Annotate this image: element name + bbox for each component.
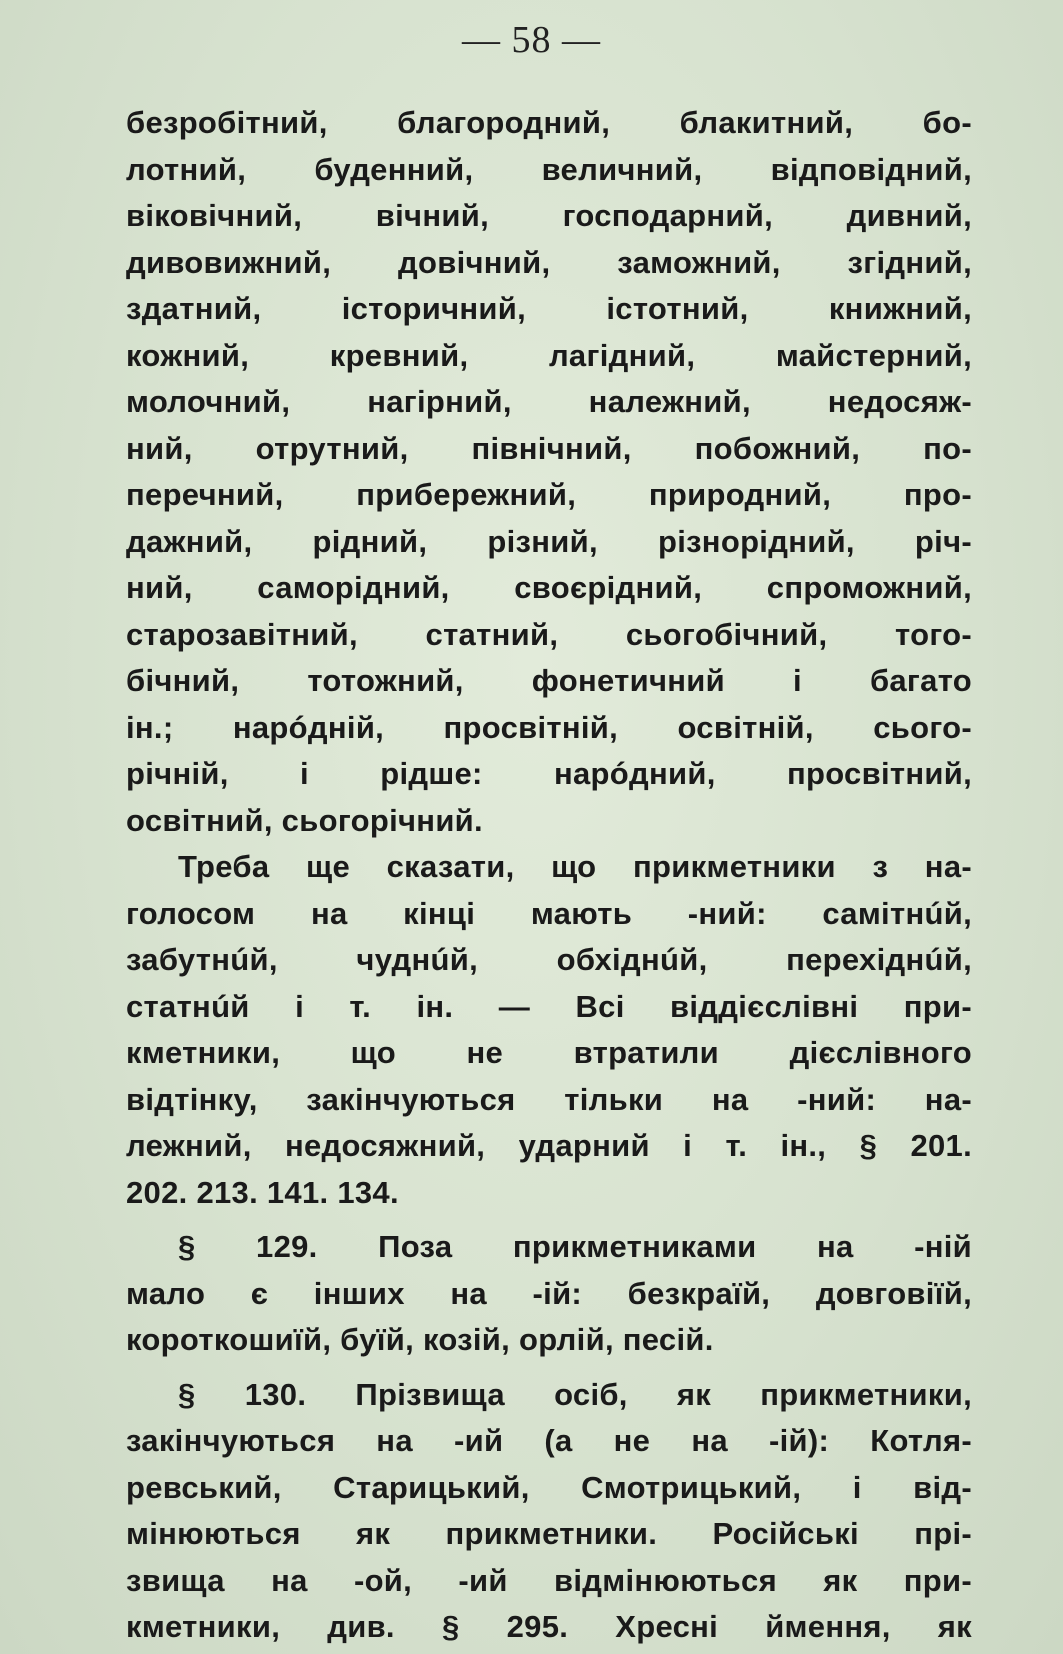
text-line: освітний, сьогорічний. [126,802,483,838]
paragraph-gap [126,1364,972,1372]
text-body [126,100,972,1651]
text-line: кметники, що не втратили дієслівного [126,1035,972,1070]
text-line: Треба ще сказати, що прикметники з на- [178,849,972,884]
text-line: кметники, див. § 295. Хресні ймення, як [126,1609,972,1644]
paragraph-section-129 [126,1224,972,1364]
text-line: закінчуються на -ий (а не на -ій): Котля- [126,1423,972,1458]
text-line: ний, саморідний, своєрідний, спроможний, [126,570,972,605]
text-line: мінюються як прикметники. Російські прі- [126,1516,972,1551]
text-line: § 130. Прізвища осіб, як прикметники, [178,1376,972,1412]
text-line: лежний, недосяжний, ударний і т. ін., § 201. [126,1128,972,1163]
text-line: ний, отрутний, північний, побожний, по- [126,430,972,466]
text-line: дажний, рідний, різний, різнорідний, річ- [126,523,972,559]
text-line: кожний, кревний, лагідний, майстерний, [126,337,972,373]
text-line: статнúй і т. ін. — Всі віддієслівні при- [126,988,972,1024]
page-number: — 58 — [462,19,601,61]
text-line: мало є інших на -ій: безкраїй, довговіїй, [126,1275,972,1311]
text-line: віковічний, вічний, господарний, дивний, [126,198,972,233]
paragraph-stress-note [126,844,972,1216]
text-line: здатний, історичний, істотний, книжний, [126,291,972,326]
text-line: перечний, прибережний, природний, про- [126,477,972,512]
text-line: відтінку, закінчуються тільки на -ний: на- [126,1081,972,1117]
text-line: забутнúй, чуднúй, обхіднúй, перехіднúй, [126,942,972,977]
text-line: § 129. Поза прикметниками на -ній [178,1229,972,1264]
text-line: молочний, нагірний, належний, недосяж- [126,384,972,419]
text-line: ревський, Старицький, Смотрицький, і від- [126,1469,972,1505]
paragraph-gap [126,1216,972,1224]
paragraph-adjectives-list [126,100,972,844]
text-line: звища на -ой, -ий відмінюються як при- [126,1562,972,1598]
text-line: старозавітний, статний, сьогобічний, того- [126,616,972,652]
text-line: дивовижний, довічний, заможний, згідний, [126,244,972,280]
text-line: безробітний, благородний, блакитний, бо- [126,105,972,140]
text-line: лотний, буденний, величний, відповідний, [126,151,972,187]
paragraph-section-130 [126,1372,972,1651]
text-line: 202. 213. 141. 134. [126,1174,399,1210]
text-line: бічний, тотожний, фонетичний і багато [126,663,972,698]
text-line: короткошиїй, буїй, козій, орлій, песій. [126,1322,714,1357]
text-line: ін.; нарóдній, просвітній, освітній, сього- [126,709,972,745]
text-line: голосом на кінці мають -ний: самітнúй, [126,895,972,931]
text-line: річній, і рідше: нарóдний, просвітний, [126,756,972,791]
